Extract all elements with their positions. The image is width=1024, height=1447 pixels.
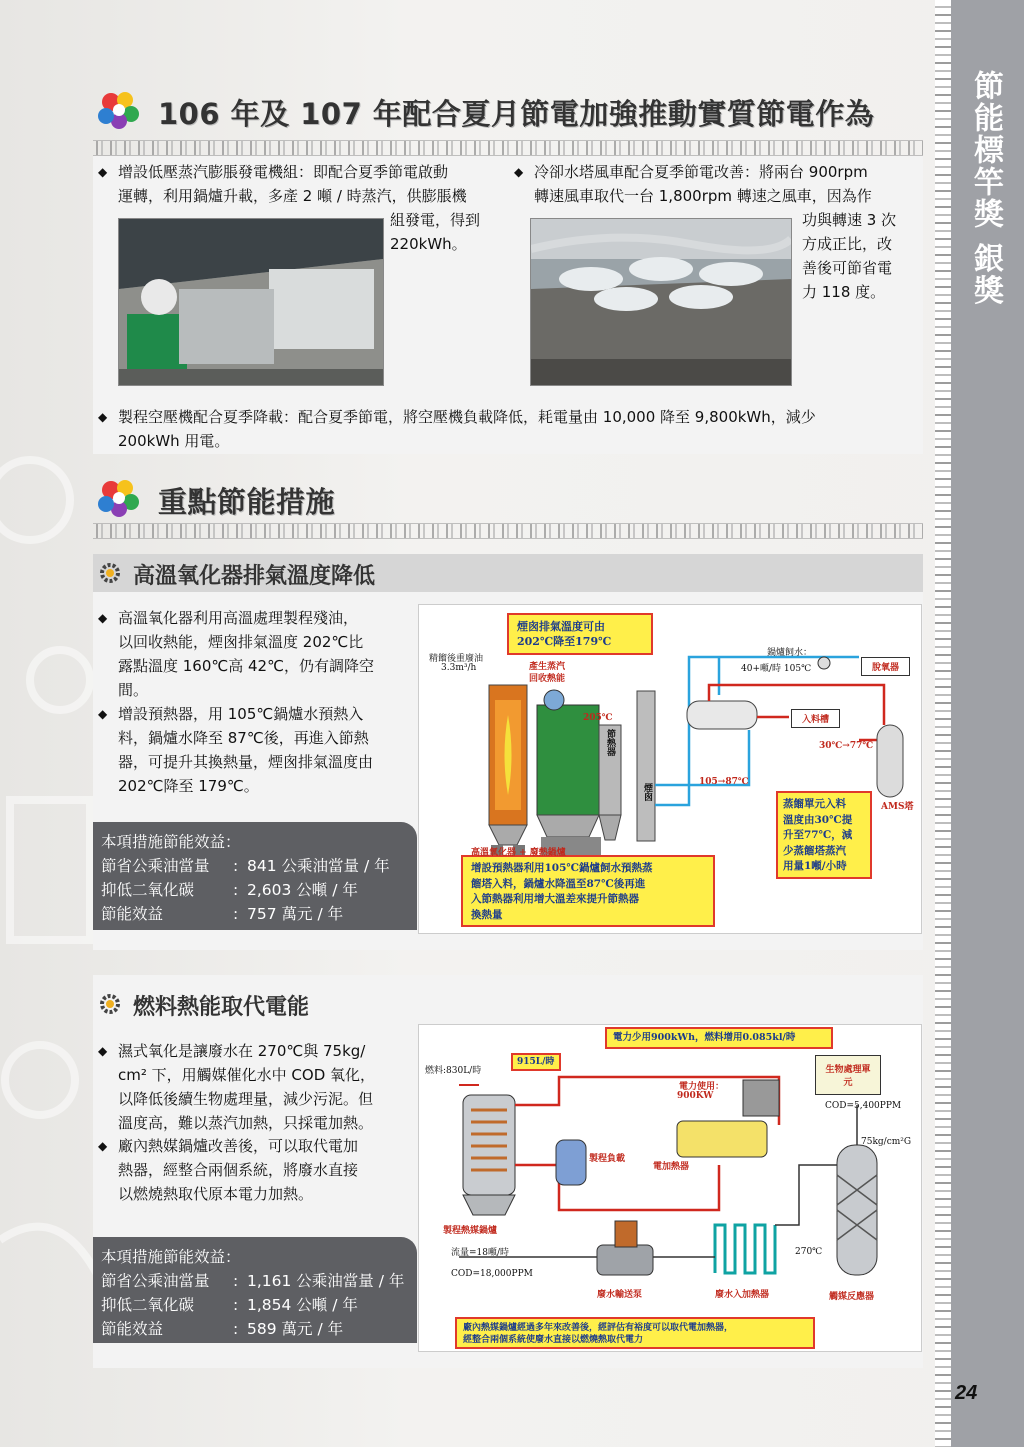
text-line: 轉速風車取代一台 1,800rpm 轉速之風車，因為作 bbox=[534, 187, 872, 205]
callout-line: 增設預熱器利用105℃鍋爐飼水預熱蒸 bbox=[471, 862, 653, 874]
benefit-value: 757 萬元 / 年 bbox=[247, 905, 344, 923]
callout-line: 廠內熱媒鍋爐經過多年來改善後，經評估有裕度可以取代電加熱器， bbox=[463, 1323, 734, 1333]
text-line: 間。 bbox=[118, 681, 149, 699]
benefit-value: 1,854 公噸 / 年 bbox=[247, 1296, 358, 1314]
measure2-title: 燃料熱能取代電能 bbox=[133, 995, 310, 1020]
text-line: 功與轉速 3 次 bbox=[802, 211, 897, 229]
callout-line: 經整合兩個系統使廢水直接以燃燒熱取代電力 bbox=[463, 1335, 644, 1345]
label-feed-tank: 入料槽 bbox=[791, 709, 840, 728]
text-line: 方成正比，改 bbox=[802, 235, 893, 253]
label-fuel: 燃料:830L/時 bbox=[425, 1066, 482, 1076]
callout-line: 入節熱器利用增大溫差來提升節熱器 bbox=[471, 893, 639, 905]
label-deaerator: 脫氧器 bbox=[861, 657, 910, 676]
text-line: 增設預熱器，用 105℃鍋爐水預熱入 bbox=[118, 705, 364, 723]
side-title: 節能標竿獎 銀獎 bbox=[968, 70, 1003, 307]
measure2-bullet-heat-medium bbox=[98, 1134, 408, 1206]
benefit-title: 本項措施節能效益： bbox=[101, 1248, 241, 1266]
benefit-title: 本項措施節能效益： bbox=[101, 833, 241, 851]
label-oxidizer: 高溫氧化器 + 廢熱鍋爐 bbox=[471, 848, 566, 858]
callout-line: 蒸餾單元入料 bbox=[783, 798, 846, 810]
label-flow: 流量=18噸/時 bbox=[451, 1248, 510, 1258]
side-ornament-border bbox=[935, 0, 951, 1447]
text-line: 高溫氧化器利用高溫處理製程殘油， bbox=[118, 609, 359, 627]
benefit-row: 節能效益 : 589 萬元 / 年 bbox=[101, 1317, 409, 1341]
benefit-row: 抑低二氧化碳 : 2,603 公噸 / 年 bbox=[101, 878, 409, 902]
text-line: 溫度高，難以蒸汽加熱，只採電加熱。 bbox=[118, 1114, 374, 1132]
text-line: 增設低壓蒸汽膨脹發電機組：即配合夏季節電啟動 bbox=[118, 163, 449, 181]
section2-divider bbox=[93, 523, 923, 539]
label-steam: 產生蒸汽 bbox=[529, 662, 566, 672]
callout-line: 煙囪排氣溫度可由 bbox=[517, 620, 605, 633]
benefit-label: 抑低二氧化碳 bbox=[101, 881, 195, 899]
label-reactor: 觸媒反應器 bbox=[829, 1292, 875, 1302]
gear-icon bbox=[99, 562, 121, 584]
cooling-tower-photo bbox=[530, 218, 792, 386]
label-temp-drop: 105→87℃ bbox=[699, 777, 749, 787]
label-feed-rate: 3.3m³/h bbox=[441, 663, 477, 673]
benefit-row: 節能效益 : 757 萬元 / 年 bbox=[101, 902, 409, 926]
label-heater: 電加熱器 bbox=[653, 1162, 690, 1172]
benefit-row: 抑低二氧化碳 : 1,854 公噸 / 年 bbox=[101, 1293, 409, 1317]
bullet-icon: ◆ bbox=[514, 165, 524, 179]
text-line: 善後可節省電 bbox=[802, 259, 893, 277]
label-steam-recovery: 回收熱能 bbox=[529, 674, 566, 684]
label-pressure: 75kg/cm²G bbox=[861, 1137, 912, 1147]
benefit-label: 節省公乘油當量 bbox=[101, 857, 210, 875]
text-line: 廠內熱媒鍋爐改善後，可以取代電加 bbox=[118, 1137, 359, 1155]
text-line: 220kWh。 bbox=[390, 235, 467, 253]
award-logo-icon bbox=[95, 88, 143, 132]
measure1-bullet-preheater bbox=[98, 702, 408, 798]
callout-line: 202℃降至179℃ bbox=[517, 635, 612, 648]
text-line: 力 118 度。 bbox=[802, 283, 886, 301]
measure2-benefit-box bbox=[93, 1237, 417, 1343]
callout-integration bbox=[455, 1317, 815, 1349]
wet-oxidation-diagram bbox=[418, 1024, 922, 1352]
text-line: 組發電，得到 bbox=[390, 211, 481, 229]
label-bio: 生物處理單元 bbox=[815, 1055, 881, 1095]
measure1-header bbox=[93, 554, 923, 592]
bullet-icon: ◆ bbox=[98, 1044, 108, 1058]
bullet-icon: ◆ bbox=[98, 165, 108, 179]
text-line: 料，鍋爐水降至 87℃後，再進入節熱 bbox=[118, 729, 369, 747]
text-line: 運轉，利用鍋爐升載，多產 2 噸 / 時蒸汽，供膨脹機 bbox=[118, 187, 467, 205]
measure2-bullet-wet-oxidation bbox=[98, 1039, 408, 1135]
measure1-title: 高溫氧化器排氣溫度降低 bbox=[133, 564, 376, 589]
callout-line: 用量1噸/小時 bbox=[783, 860, 847, 872]
text-line: 製程空壓機配合夏季降載：配合夏季節電，將空壓機負載降低，耗電量由 10,000 降至 9,800kWh，減少 bbox=[118, 408, 816, 426]
label-feed: 精餾後重廢油 bbox=[429, 654, 484, 664]
label-ams: AMS塔 bbox=[881, 802, 914, 812]
benefit-value: 589 萬元 / 年 bbox=[247, 1320, 344, 1338]
text-line: cm² 下，用觸媒催化水中 COD 氧化， bbox=[118, 1066, 376, 1084]
bullet-icon: ◆ bbox=[98, 611, 108, 625]
gear-icon bbox=[99, 993, 121, 1015]
text-line: 器，可提升其換熱量，煙囪排氣溫度由 bbox=[118, 753, 374, 771]
text-line: 202℃降至 179℃。 bbox=[118, 777, 259, 795]
benefit-row: 節省公乘油當量 : 841 公乘油當量 / 年 bbox=[101, 854, 409, 878]
label-cod-top: COD=5,400PPM bbox=[825, 1101, 902, 1111]
section1-title: 106 年及 107 年配合夏月節電加強推動實質節電作為 bbox=[158, 97, 875, 131]
label-900kw: 900KW bbox=[677, 1091, 714, 1101]
label-process-load: 製程負載 bbox=[589, 1154, 626, 1164]
label-exchanger: 廢水入加熱器 bbox=[715, 1290, 770, 1300]
text-line: 濕式氧化是讓廢水在 270℃與 75kg/ bbox=[118, 1042, 366, 1060]
benefit-value: 1,161 公乘油當量 / 年 bbox=[247, 1272, 405, 1290]
generator-photo bbox=[118, 218, 384, 386]
label-boiler-water: 鍋爐飼水： bbox=[767, 648, 813, 658]
label-cod: COD=18,000PPM bbox=[451, 1269, 533, 1279]
award-logo-icon bbox=[95, 476, 143, 520]
text-line: 200kWh 用電。 bbox=[118, 432, 230, 450]
measure2-header bbox=[93, 985, 923, 1023]
text-line: 以燃燒熱取代原本電力加熱。 bbox=[118, 1185, 314, 1203]
section1-bullet-compressor bbox=[98, 405, 918, 453]
benefit-label: 抑低二氧化碳 bbox=[101, 1296, 195, 1314]
label-temp-rise: 30℃→77℃ bbox=[819, 741, 874, 751]
text-line: 以降低後續生物處理量，減少污泥。但 bbox=[118, 1090, 374, 1108]
label-chimney: 煙囪 bbox=[642, 783, 652, 801]
callout-distillation bbox=[776, 791, 872, 879]
label-915: 915L/時 bbox=[511, 1053, 561, 1071]
callout-line: 換熱量 bbox=[471, 908, 503, 921]
oxidizer-process-diagram bbox=[418, 604, 922, 934]
label-270: 270℃ bbox=[795, 1247, 823, 1257]
benefit-label: 節能效益 bbox=[101, 905, 164, 923]
callout-preheater bbox=[461, 855, 715, 927]
benefit-row: 節省公乘油當量 : 1,161 公乘油當量 / 年 bbox=[101, 1269, 409, 1293]
section2-title: 重點節能措施 bbox=[158, 485, 336, 519]
bullet-icon: ◆ bbox=[98, 707, 108, 721]
bullet-icon: ◆ bbox=[98, 410, 108, 424]
text-line: 以回收熱能，煙囪排氣溫度 202℃比 bbox=[118, 633, 364, 651]
measure1-bullet-oxidizer bbox=[98, 606, 408, 702]
callout-line: 升至77℃，減 bbox=[783, 829, 853, 841]
measure1-benefit-box bbox=[93, 822, 417, 930]
text-line: 露點溫度 160℃高 42℃，仍有調降空 bbox=[118, 657, 374, 675]
callout-line: 餾塔入料，鍋爐水降溫至87℃後再進 bbox=[471, 877, 646, 890]
label-205: 205℃ bbox=[583, 713, 613, 723]
label-boiler-rate: 40+噸/時 105℃ bbox=[741, 664, 812, 674]
bullet-icon: ◆ bbox=[98, 1139, 108, 1153]
benefit-value: 841 公乘油當量 / 年 bbox=[247, 857, 390, 875]
section1-divider bbox=[93, 140, 923, 156]
callout-chimney-temp bbox=[507, 613, 653, 655]
callout-power-saving: 電力少用900kWh，燃料增用0.085kl/時 bbox=[605, 1027, 833, 1049]
benefit-label: 節省公乘油當量 bbox=[101, 1272, 210, 1290]
label-hm-boiler: 製程熱媒鍋爐 bbox=[443, 1226, 498, 1236]
text-line: 冷卻水塔風車配合夏季節電改善：將兩台 900rpm bbox=[534, 163, 868, 181]
text-line: 熱器，經整合兩個系統，將廢水直接 bbox=[118, 1161, 359, 1179]
label-economizer: 節熱器 bbox=[605, 729, 615, 756]
callout-line: 溫度由30℃提 bbox=[783, 813, 853, 826]
callout-line: 少蒸餾塔蒸汽 bbox=[783, 844, 846, 857]
benefit-value: 2,603 公噸 / 年 bbox=[247, 881, 358, 899]
label-power-use: 電力使用： bbox=[679, 1082, 725, 1092]
benefit-label: 節能效益 bbox=[101, 1320, 164, 1338]
page-number: 24 bbox=[955, 1382, 978, 1404]
label-pump: 廢水輸送泵 bbox=[597, 1290, 643, 1300]
